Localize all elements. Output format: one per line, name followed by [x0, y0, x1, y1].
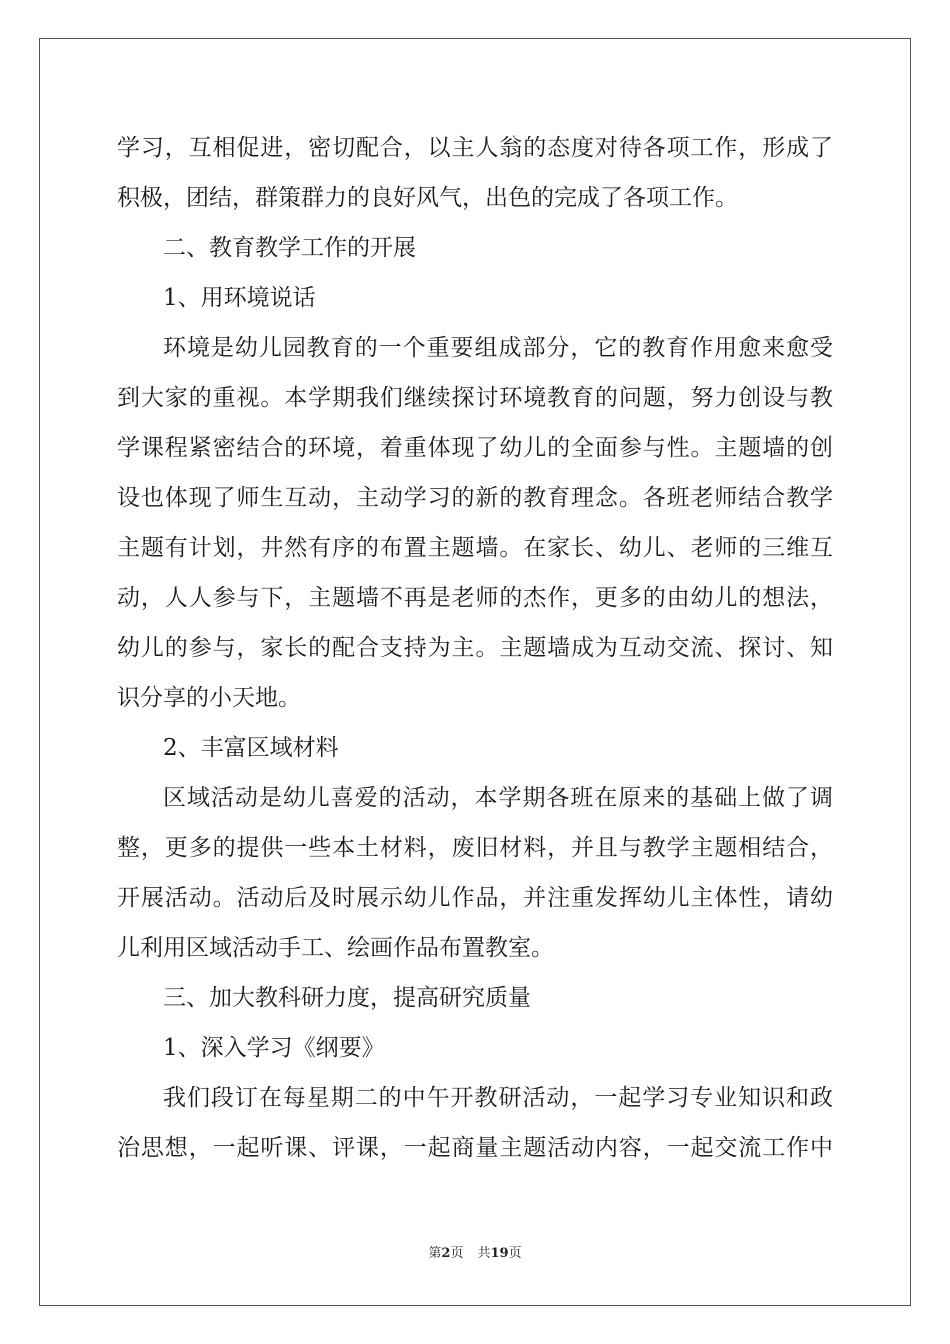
paragraph-line: 区域活动是幼儿喜爱的活动，本学期各班在原来的基础上做了调 [163, 785, 833, 811]
paragraph-line: 环境是幼儿园教育的一个重要组成部分，它的教育作用愈来愈受 [163, 335, 833, 361]
page-unit: 页 [450, 1246, 464, 1261]
subsection-heading: 2、丰富区域材料 [163, 735, 339, 761]
paragraph-line: 儿利用区域活动手工、绘画作品布置教室。 [117, 935, 554, 961]
subsection-heading: 1、深入学习《纲要》 [163, 1035, 385, 1061]
section-heading: 三、加大教科研力度，提高研究质量 [163, 985, 531, 1011]
paragraph-line: 设也体现了师生互动，主动学习的新的教育理念。各班老师结合教学 [117, 485, 833, 511]
paragraph-line: 识分享的小天地。 [117, 685, 301, 711]
subsection-heading: 1、用环境说话 [163, 285, 316, 311]
paragraph-line: 幼儿的参与，家长的配合支持为主。主题墙成为互动交流、探讨、知 [117, 635, 833, 661]
document-body [117, 123, 833, 1173]
paragraph-line: 治思想，一起听课、评课，一起商量主题活动内容，一起交流工作中 [117, 1135, 833, 1161]
paragraph-line: 学习，互相促进，密切配合，以主人翁的态度对待各项工作，形成了 [117, 135, 833, 161]
paragraph-line: 主题有计划，井然有序的布置主题墙。在家长、幼儿、老师的三维互 [117, 535, 833, 561]
paragraph-line: 动，人人参与下，主题墙不再是老师的杰作，更多的由幼儿的想法， [117, 585, 833, 611]
page-footer [0, 1244, 950, 1264]
paragraph-line: 我们段订在每星期二的中午开教研活动，一起学习专业知识和政 [163, 1085, 833, 1111]
current-page-number: 2 [441, 1246, 451, 1261]
total-page-count: 19 [490, 1246, 509, 1261]
section-heading: 二、教育教学工作的开展 [163, 235, 416, 261]
paragraph-line: 整，更多的提供一些本土材料，废旧材料，并且与教学主题相结合， [117, 835, 833, 861]
paragraph-line: 学课程紧密结合的环境，着重体现了幼儿的全面参与性。主题墙的创 [117, 435, 833, 461]
paragraph-line: 到大家的重视。本学期我们继续探讨环境教育的问题，努力创设与教 [117, 385, 833, 411]
total-unit: 页 [508, 1246, 522, 1261]
page-prefix: 第 [428, 1246, 442, 1261]
paragraph-line: 积极，团结，群策群力的良好风气，出色的完成了各项工作。 [117, 185, 738, 211]
total-prefix: 共 [477, 1246, 491, 1261]
paragraph-line: 开展活动。活动后及时展示幼儿作品，并注重发挥幼儿主体性，请幼 [117, 885, 833, 911]
